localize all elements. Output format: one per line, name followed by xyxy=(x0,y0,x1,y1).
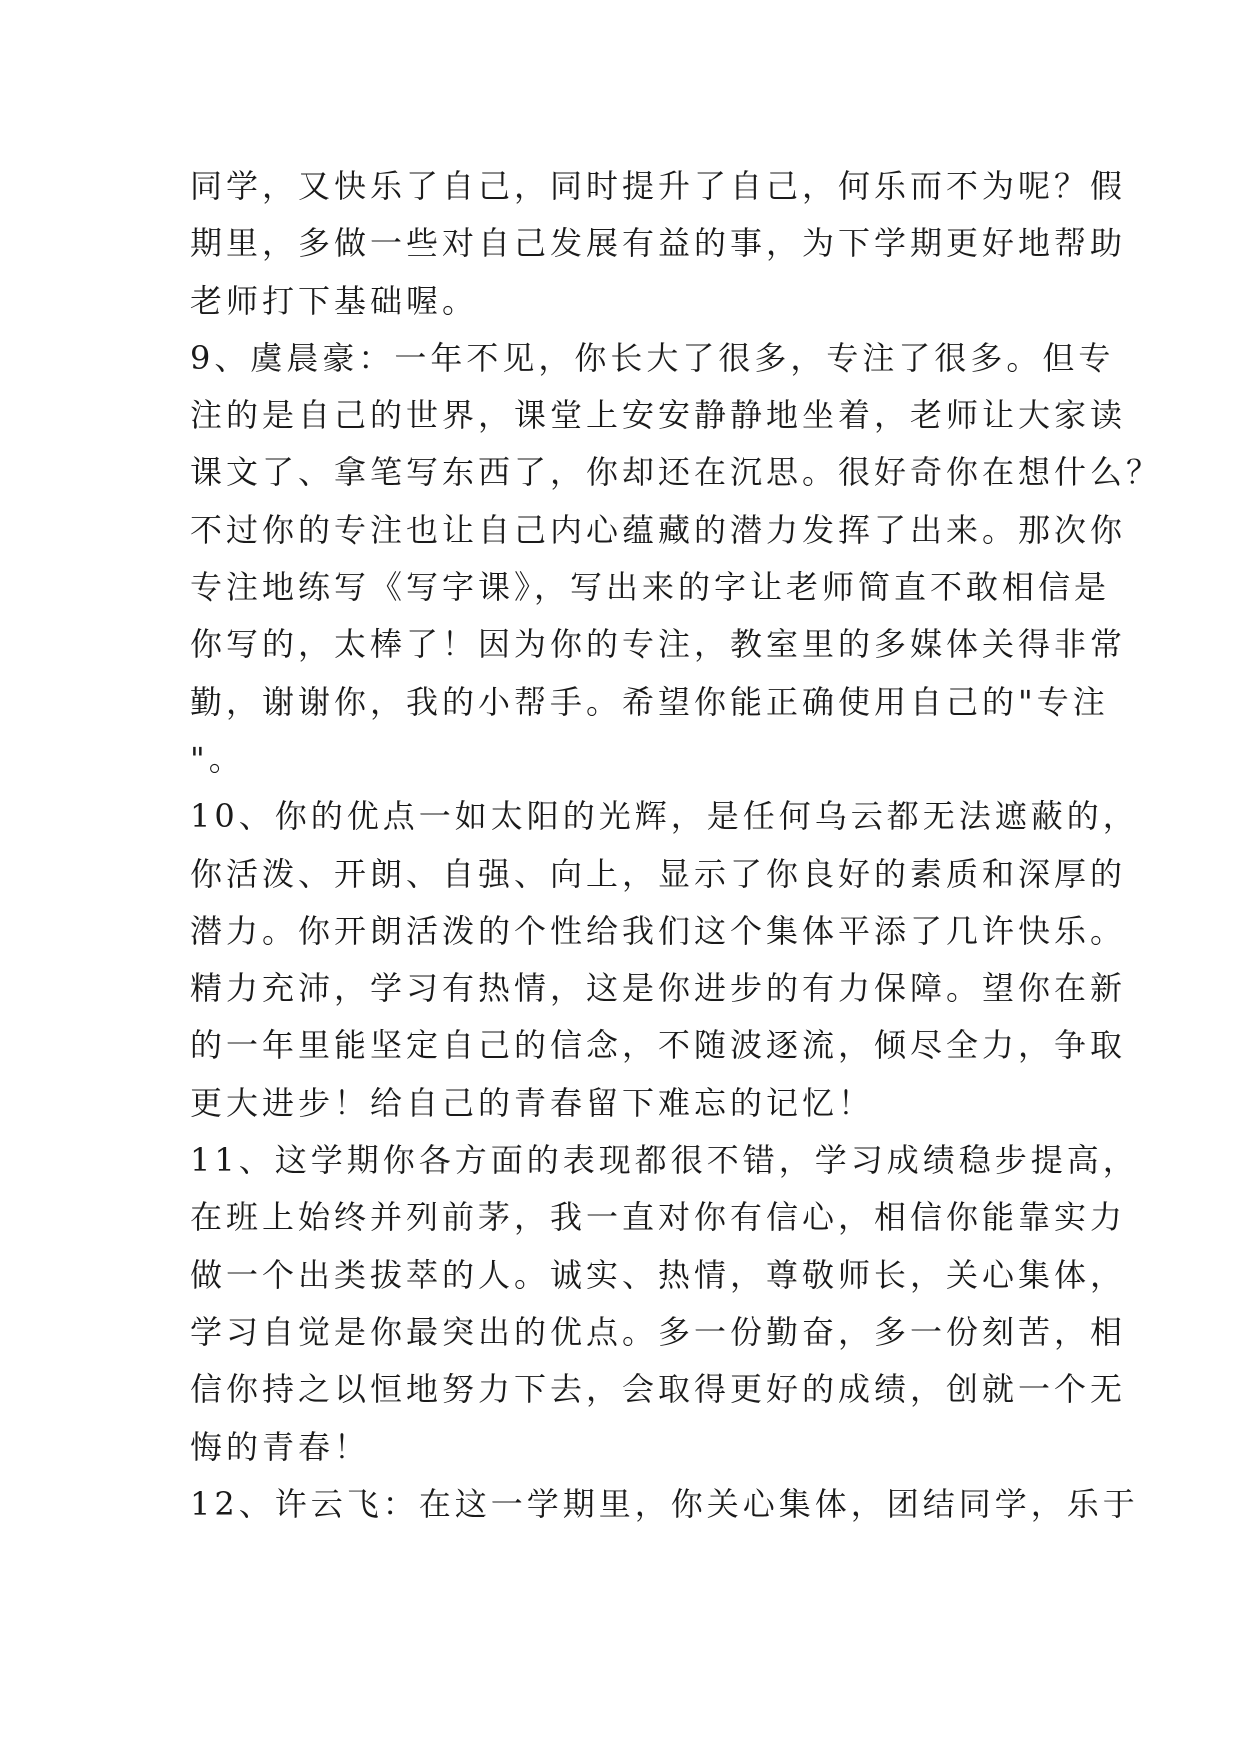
text-line: 注的是自己的世界，课堂上安安静静地坐着，老师让大家读 xyxy=(190,396,1127,435)
text-line: 课文了、拿笔写东西了，你却还在沉思。很好奇你在想什么？ xyxy=(190,453,1163,492)
text-line: 你活泼、开朗、自强、向上，显示了你良好的素质和深厚的 xyxy=(190,854,1127,893)
text-line: 期里，多做一些对自己发展有益的事，为下学期更好地帮助 xyxy=(190,224,1127,263)
text-line: 悔的青春！ xyxy=(190,1427,371,1466)
comment-9-start: 9、虞晨豪：一年不见，你长大了很多，专注了很多。但专 xyxy=(190,338,1115,377)
text-line: 同学，又快乐了自己，同时提升了自己，何乐而不为呢？假 xyxy=(190,167,1127,205)
text-line: 信你持之以恒地努力下去，会取得更好的成绩，创就一个无 xyxy=(190,1370,1127,1409)
comment-11-start: 11、这学期你各方面的表现都很不错，学习成绩稳步提高， xyxy=(190,1141,1139,1180)
comment-12-start: 12、许云飞：在这一学期里，你关心集体，团结同学，乐于 xyxy=(190,1484,1139,1523)
text-line: "。 xyxy=(190,739,245,778)
text-line: 老师打下基础喔。 xyxy=(190,281,479,320)
text-line: 潜力。你开朗活泼的个性给我们这个集体平添了几许快乐。 xyxy=(190,911,1127,950)
comment-10-start: 10、你的优点一如太阳的光辉，是任何乌云都无法遮蔽的， xyxy=(190,797,1139,836)
text-line: 的一年里能坚定自己的信念，不随波逐流，倾尽全力，争取 xyxy=(190,1026,1127,1065)
text-line: 在班上始终并列前茅，我一直对你有信心，相信你能靠实力 xyxy=(190,1198,1127,1237)
comment-text-body xyxy=(190,158,1163,1533)
text-line: 学习自觉是你最突出的优点。多一份勤奋，多一份刻苦，相 xyxy=(190,1312,1127,1351)
text-line: 不过你的专注也让自己内心蕴藏的潜力发挥了出来。那次你 xyxy=(190,510,1127,549)
text-line: 你写的，太棒了！因为你的专注，教室里的多媒体关得非常 xyxy=(190,625,1127,664)
text-line: 精力充沛，学习有热情，这是你进步的有力保障。望你在新 xyxy=(190,969,1127,1008)
text-line: 更大进步！给自己的青春留下难忘的记忆！ xyxy=(190,1083,875,1122)
text-line: 勤，谢谢你，我的小帮手。希望你能正确使用自己的"专注 xyxy=(190,682,1109,721)
text-line: 专注地练写《写字课》，写出来的字让老师简直不敢相信是 xyxy=(190,568,1111,607)
text-line: 做一个出类拔萃的人。诚实、热情，尊敬师长，关心集体， xyxy=(190,1255,1127,1294)
